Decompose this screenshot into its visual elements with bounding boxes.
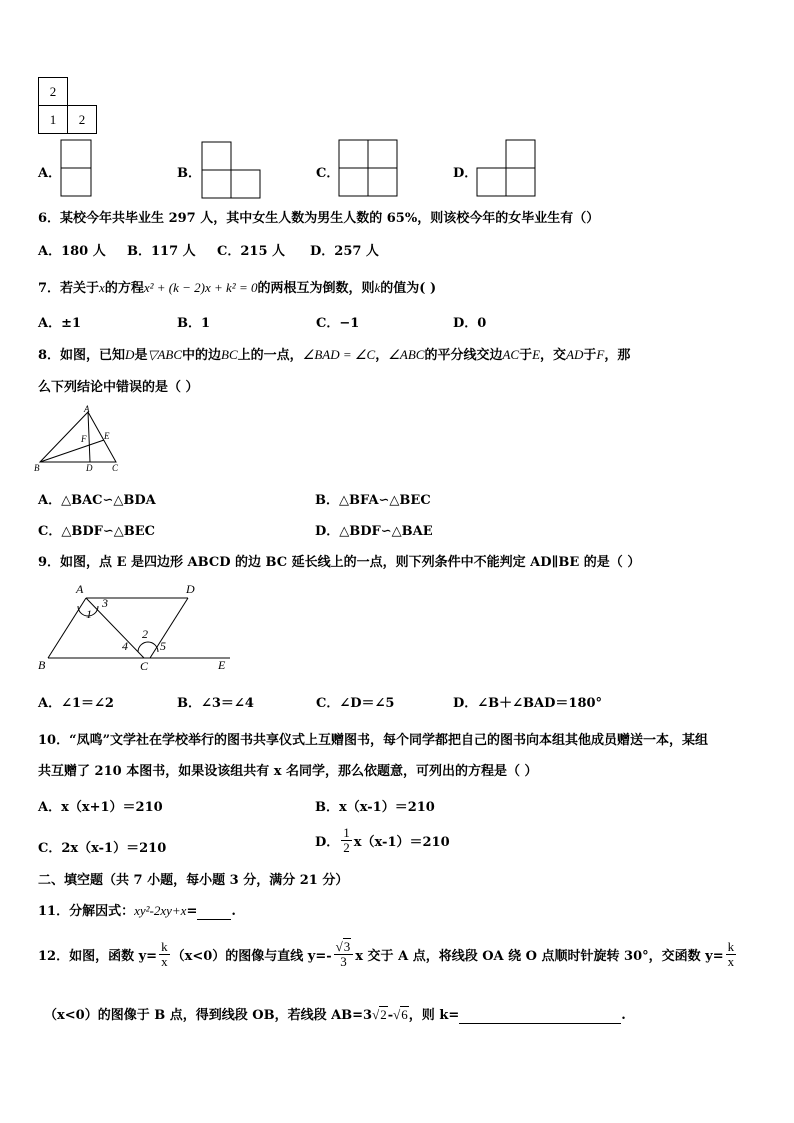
q9-angle-4: 4	[122, 639, 128, 653]
bottom-cell-2: 2	[67, 105, 97, 134]
q12-stem-line2	[44, 1004, 626, 1024]
q5-option-c-label: C．	[316, 166, 340, 181]
q9-option-c: C．∠D＝∠5	[316, 696, 395, 711]
fraction-denominator: x	[727, 954, 735, 969]
q8-var-ac: AC	[502, 347, 520, 362]
q8-label-f: F	[81, 434, 87, 444]
q6-option-c: C．215 人	[217, 244, 286, 259]
q6-stem: 6．某校今年共毕业生 297 人，其中女生人数为男生人数的 65%，则该校今年的女毕业生有（）	[38, 211, 600, 226]
q10-option-c: C．2x（x-1）＝210	[38, 841, 167, 856]
q12-prefix: 12．如图，函数 y=	[38, 949, 158, 964]
q10-option-d-fraction	[341, 826, 352, 855]
q12-fraction-k-over-x	[159, 940, 170, 969]
q8-text: 是	[134, 348, 148, 363]
q11-equals: =	[186, 904, 198, 919]
radicand: 2	[380, 1007, 387, 1022]
radicand: 3	[343, 939, 351, 954]
q5-option-d-shape	[476, 139, 538, 199]
q11-expression: xy²-2xy+x	[134, 903, 187, 918]
q8-var-f: F	[596, 347, 605, 362]
q9-option-b: B．∠3＝∠4	[177, 696, 254, 711]
q8-var-ad: AD	[566, 347, 584, 362]
radicand: 6	[401, 1007, 408, 1022]
q8-text: 中的边	[182, 348, 222, 363]
q8-angle-abc: ∠ABC	[388, 347, 425, 362]
q9-quadrilateral-figure	[34, 576, 240, 674]
q10-stem-line1: 10．“凤鸣”文学社在学校举行的图书共享仪式上互赠图书，每个同学都把自己的图书向本组其他成员赠送一本，某组	[38, 733, 709, 748]
q11-end: .	[231, 904, 236, 919]
q8-triangle-figure	[34, 402, 130, 476]
q8-var-e: E	[532, 347, 541, 362]
q8-label-e: E	[104, 431, 110, 441]
q8-text: 于	[583, 348, 597, 363]
section-2-heading: 二、填空题（共 7 小题，每小题 3 分，满分 21 分）	[38, 873, 349, 888]
q8-text: 上的一点，	[237, 348, 303, 363]
q7-var-k: k	[374, 280, 381, 295]
q7-mid2: 的两根互为倒数，则	[257, 281, 375, 296]
q7-stem	[38, 277, 436, 296]
q7-equation: x² + (k − 2)x + k² = 0	[143, 280, 258, 295]
q9-angle-3: 3	[102, 596, 108, 610]
q9-angle-2: 2	[142, 627, 148, 641]
q8-option-b: B．△BFA∽△BEC	[315, 493, 431, 508]
q8-text: ，交	[540, 348, 567, 363]
q8-label-c: C	[112, 463, 119, 473]
q12-sqrt6: √6	[393, 1007, 408, 1022]
bottom-cell-1: 1	[38, 105, 68, 134]
fraction-denominator: x	[161, 954, 168, 969]
q8-text: 的平分线交边	[424, 348, 503, 363]
q8-option-c: C．△BDF∽△BEC	[38, 524, 155, 539]
q10-option-a: A．x（x+1）＝210	[38, 800, 163, 815]
q5-option-b-label: B．	[177, 166, 201, 181]
q8-stem-line1	[38, 344, 630, 363]
q12-text: （x<0）的图像于 B 点，得到线段 OB，若线段 AB=3	[44, 1008, 373, 1023]
q8-var-bc: BC	[221, 347, 238, 362]
q12-text: ，则 k=	[408, 1008, 460, 1023]
q12-answer-blank[interactable]	[459, 1008, 621, 1024]
q9-label-c: C	[140, 659, 149, 673]
q7-option-c: C．−1	[316, 316, 360, 331]
q7-option-b: B．1	[177, 316, 211, 331]
q9-label-d: D	[186, 582, 195, 596]
sqrt-symbol: √3	[335, 939, 351, 954]
q8-label-a: A	[84, 404, 90, 414]
q8-text: ，那	[604, 348, 631, 363]
q9-option-a: A．∠1＝∠2	[38, 696, 114, 711]
q10-option-d	[315, 826, 450, 855]
q8-var-d: D	[125, 347, 135, 362]
q8-angle-eq: ∠BAD = ∠C	[302, 347, 376, 362]
q5-option-a-label: A．	[38, 166, 62, 181]
q12-text: （x<0）的图像与直线 y=-	[171, 949, 332, 964]
fraction-numerator: k	[161, 939, 168, 954]
q7-suffix: 的值为( )	[380, 281, 437, 296]
fraction-numerator: k	[727, 939, 735, 954]
q12-text: x 交于 A 点，将线段 OA 绕 O 点顺时针旋转 30°，交函数 y=	[355, 949, 724, 964]
q12-end: .	[621, 1008, 626, 1023]
q12-sqrt2: √2	[372, 1007, 387, 1022]
q5-option-d-label: D．	[453, 166, 478, 181]
q11-prefix: 11．分解因式：	[38, 904, 135, 919]
q7-prefix: 7．若关于	[38, 281, 100, 296]
q9-label-b: B	[38, 658, 46, 672]
fraction-denominator: 3	[340, 954, 347, 969]
q12-minus: -	[387, 1008, 394, 1023]
q10-stem-line2: 共互赠了 210 本图书，如果设该组共有 x 名同学，那么依题意，可列出的方程是（ ）	[38, 764, 538, 779]
q8-text: 8．如图，已知	[38, 348, 126, 363]
q10-option-d-label: D．	[315, 835, 340, 850]
q11-stem	[38, 900, 236, 920]
q9-option-d: D．∠B＋∠BAD＝180°	[453, 696, 603, 711]
q6-option-d: D．257 人	[310, 244, 379, 259]
q12-fraction-k-over-x-2	[726, 940, 737, 969]
q5-option-b-shape	[201, 141, 263, 201]
q9-angle-1: 1	[86, 607, 92, 621]
q11-answer-blank[interactable]	[197, 904, 231, 920]
q12-stem-line1	[38, 940, 738, 969]
top-cell-2: 2	[38, 77, 68, 106]
q9-angle-5: 5	[160, 639, 166, 653]
q7-var-x: x	[99, 280, 105, 295]
fraction-denominator: 2	[343, 840, 350, 855]
q8-label-b: B	[34, 463, 40, 473]
q6-option-a: A．180 人	[38, 244, 106, 259]
q9-stem: 9．如图，点 E 是四边形 ABCD 的边 BC 延长线上的一点，则下列条件中不能判定 AD∥BE 的是（ ）	[38, 555, 641, 570]
q8-option-d: D．△BDF∽△BAE	[315, 524, 433, 539]
q6-option-b: B．117 人	[127, 244, 196, 259]
q8-stem-line2: 么下列结论中错误的是（ ）	[38, 380, 199, 395]
q8-text: ，	[375, 348, 389, 363]
q7-option-a: A．±1	[38, 316, 82, 331]
fraction-numerator: 1	[343, 825, 350, 840]
q5-option-c-shape	[338, 139, 400, 199]
q10-option-d-equation: x（x-1）＝210	[353, 835, 450, 850]
q8-triangle-abc: ▽ABC	[147, 347, 183, 362]
q5-option-a-shape	[60, 139, 94, 199]
q10-option-b: B．x（x-1）＝210	[315, 800, 435, 815]
q12-fraction-sqrt3-over-3	[334, 940, 354, 969]
q7-mid1: 的方程	[104, 281, 144, 296]
q8-option-a: A．△BAC∽△BDA	[38, 493, 156, 508]
q9-label-a: A	[76, 582, 84, 596]
q8-text: 于	[519, 348, 533, 363]
q9-label-e: E	[218, 658, 226, 672]
q8-label-d: D	[86, 463, 93, 473]
q7-option-d: D．0	[453, 316, 487, 331]
